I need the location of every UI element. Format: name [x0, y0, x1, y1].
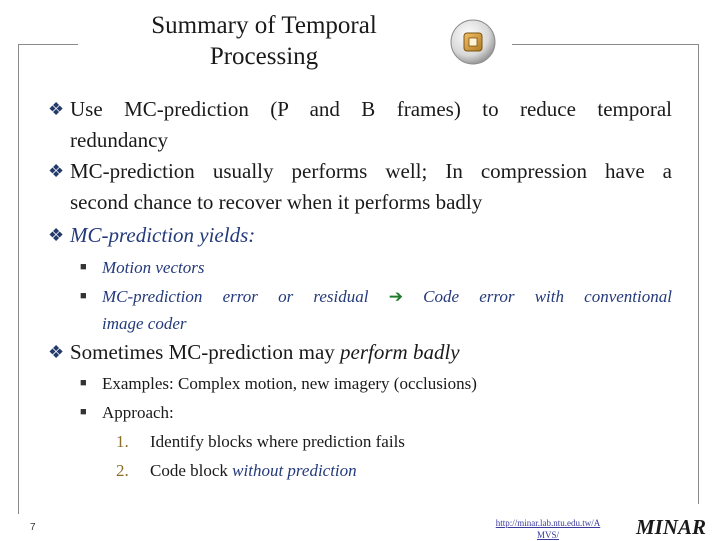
diamond-bullet-icon: ❖ — [48, 99, 65, 119]
sub-item-text-line: image coder — [102, 314, 187, 333]
bullet-text-line: second chance to recover when it performs badly — [70, 190, 483, 214]
sub-item-text: Approach: — [102, 403, 174, 422]
brand-logo-text: MINAR — [636, 515, 707, 539]
diamond-bullet-icon: ❖ — [48, 342, 65, 362]
frame-top-right-line — [512, 44, 698, 45]
step-emphasis: without prediction — [232, 461, 357, 480]
sub-item-text: Motion vectors — [102, 258, 205, 277]
step-number: 1. — [116, 432, 129, 451]
sub-item-text: Examples: Complex motion, new imagery (occlusions) — [102, 374, 477, 393]
frame-left-line — [18, 44, 19, 514]
square-bullet-icon: ■ — [80, 406, 87, 418]
slide-title-line1: Summary of Temporal — [151, 12, 377, 39]
approach-step-1 — [116, 428, 405, 455]
square-bullet-icon: ■ — [80, 261, 87, 273]
step-text: Code block — [150, 461, 233, 480]
bullet-text: MC-prediction yields: — [70, 223, 256, 247]
diamond-bullet-icon: ❖ — [48, 161, 65, 181]
bullet-emphasis: perform badly — [340, 340, 460, 364]
bullet-text-line: Use MC-prediction (P and B frames) to reduce temporal — [70, 97, 672, 121]
frame-top-left-line — [18, 44, 78, 45]
slide-title-line2: Processing — [209, 43, 319, 70]
residual-text: MC-prediction error or residual — [102, 287, 369, 306]
bullet-text: Sometimes MC-prediction may — [70, 340, 341, 364]
step-text: Identify blocks where prediction fails — [150, 432, 405, 451]
slide-title — [112, 10, 416, 72]
url-line2[interactable]: MVS/ — [536, 530, 559, 540]
step-number: 2. — [116, 461, 129, 480]
footer-url[interactable] — [470, 517, 626, 541]
approach-step-2 — [116, 457, 357, 484]
code-error-text: Code error with conventional — [423, 287, 672, 306]
bullet-text-line: MC-prediction usually performs well; In compression have a — [70, 159, 672, 183]
diamond-bullet-icon: ❖ — [48, 225, 65, 245]
bullet-text-line: redundancy — [70, 128, 168, 152]
frame-right-line — [698, 44, 699, 504]
square-bullet-icon: ■ — [80, 377, 87, 389]
square-bullet-icon: ■ — [80, 290, 87, 302]
sub-item-text-line — [102, 283, 672, 310]
footer-url-link[interactable] — [496, 518, 601, 540]
url-line1[interactable]: http://minar.lab.ntu.edu.tw/A — [495, 518, 601, 528]
right-arrow-icon: ➔ — [388, 287, 403, 306]
page-number: 7 — [30, 522, 36, 533]
square-button-icon — [449, 18, 497, 66]
